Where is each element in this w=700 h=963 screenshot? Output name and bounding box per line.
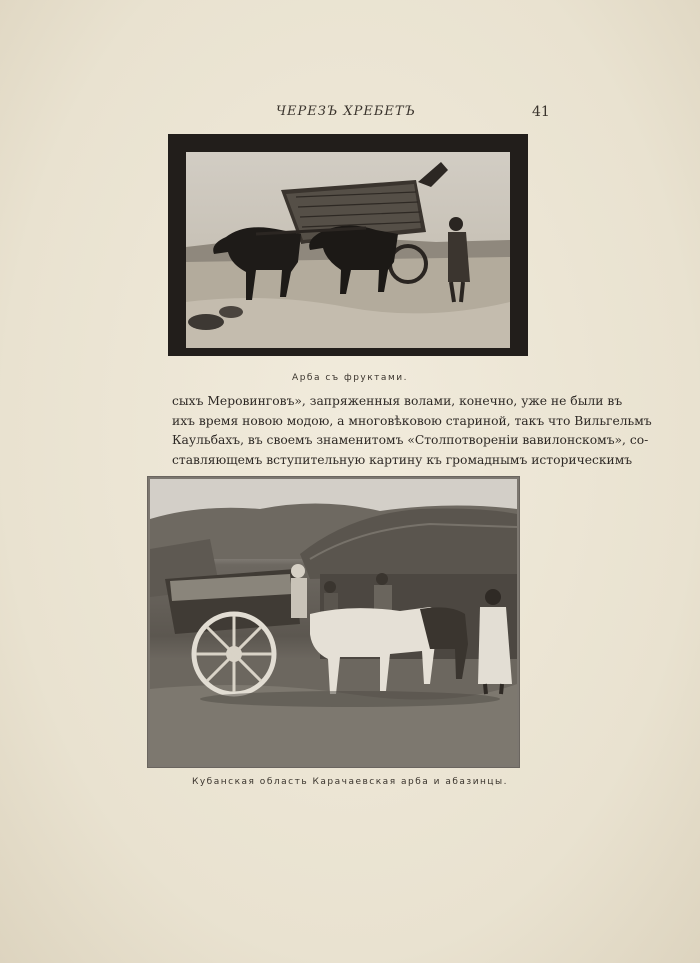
running-title: ЧЕРЕЗЪ ХРЕБЕТЪ bbox=[276, 104, 416, 119]
page-number: 41 bbox=[532, 104, 550, 120]
body-text-line: сыхъ Меровинговъ», запряженныя волами, конечно, уже не были въ bbox=[172, 394, 623, 408]
bottom-figure-caption: Кубанская область Карачаевская арба и абазинцы. bbox=[191, 777, 509, 787]
top-figure-caption: Арба съ фруктами. bbox=[292, 373, 408, 383]
top-illustration-frame bbox=[168, 134, 528, 356]
body-text-line: ихъ время новою модою, а многовѣковою стариной, такъ что Вильгельмъ bbox=[172, 413, 652, 428]
body-text-line: Каульбахъ, въ своемъ знаменитомъ «Столпотвореніи вавилонскомъ», со- bbox=[172, 433, 649, 447]
body-text-line: ставляющемъ вступительную картину къ громаднымъ историческимъ bbox=[172, 452, 633, 467]
karachay-cart-photo bbox=[150, 479, 517, 765]
body-text bbox=[172, 392, 652, 470]
running-head bbox=[0, 104, 700, 124]
bottom-illustration-frame bbox=[147, 476, 520, 768]
ox-cart-with-fruits-photo bbox=[186, 152, 510, 348]
